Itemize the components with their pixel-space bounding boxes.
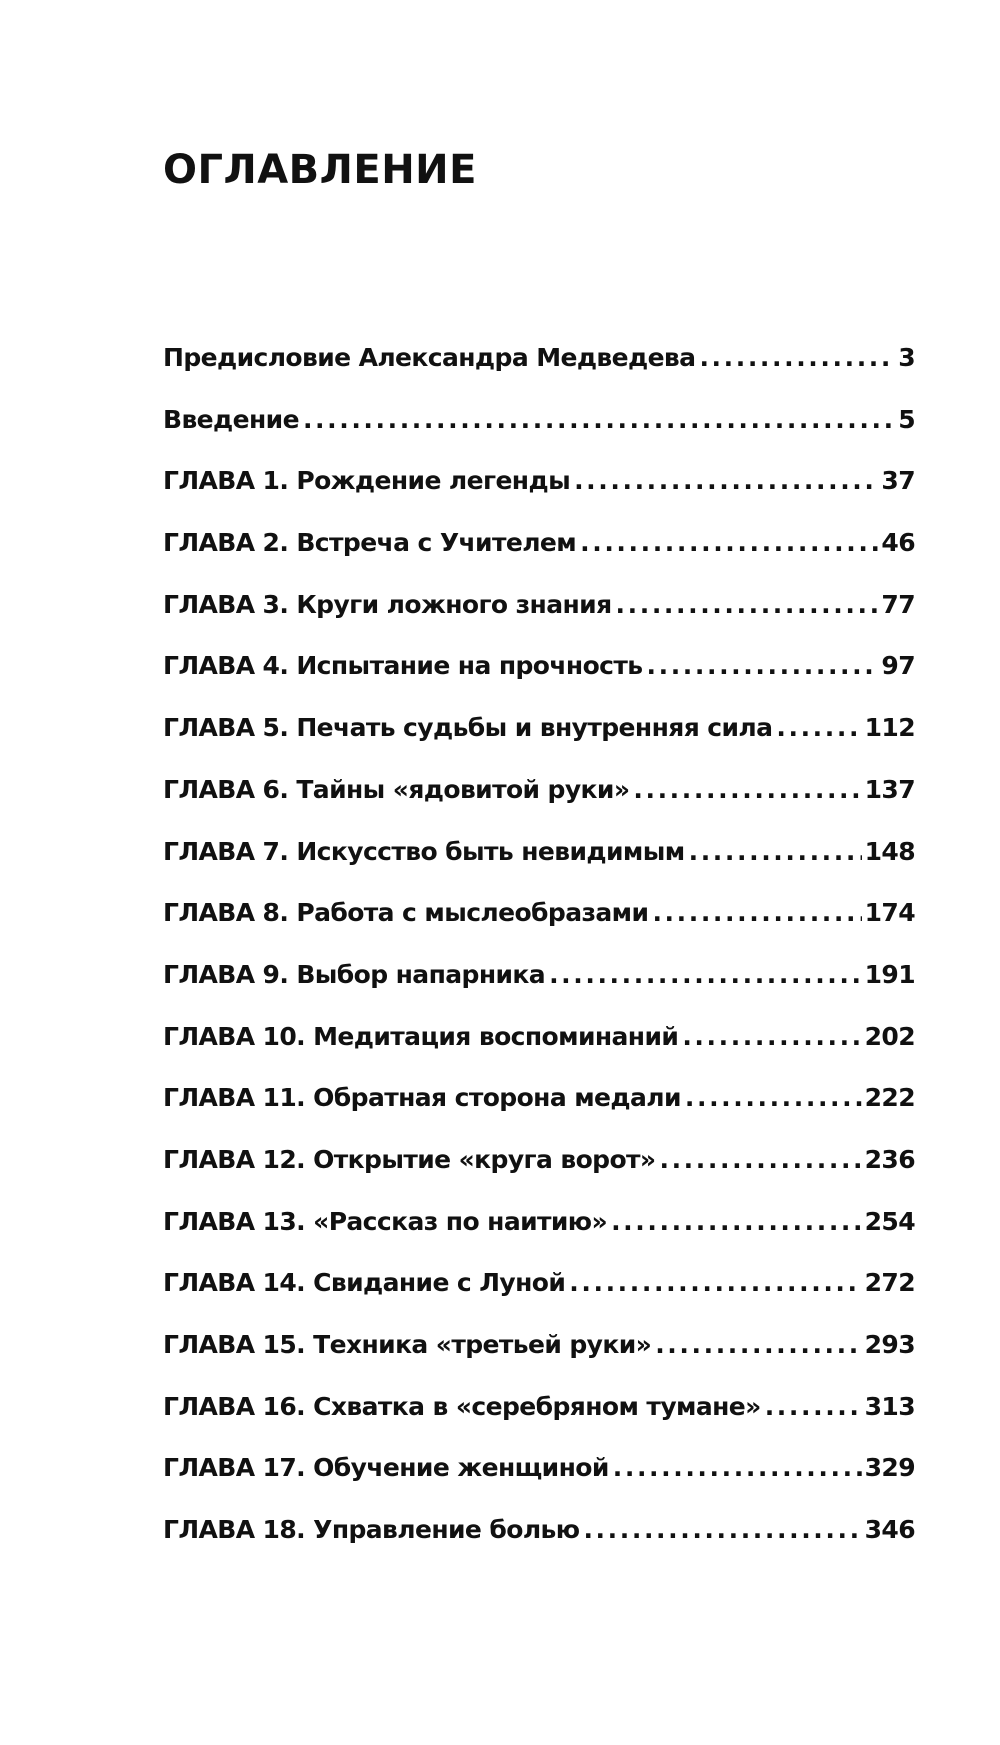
dot-leader bbox=[574, 466, 878, 495]
dot-leader bbox=[659, 1145, 861, 1174]
toc-entry-page: 272 bbox=[864, 1268, 915, 1298]
toc-entry-title: ГЛАВА 15. Техника «третьей руки» bbox=[163, 1330, 652, 1359]
toc-entry-chapter-10 bbox=[163, 1022, 915, 1084]
dot-leader bbox=[765, 1392, 862, 1421]
toc-entry-title: ГЛАВА 9. Выбор напарника bbox=[163, 959, 546, 989]
toc-entry-page: 112 bbox=[864, 713, 915, 743]
toc-entry-chapter-14 bbox=[163, 1268, 915, 1330]
toc-entry-title: ГЛАВА 7. Искусство быть невидимым bbox=[163, 836, 685, 866]
toc-entry-title: Предисловие Александра Медведева bbox=[163, 343, 696, 372]
toc-entry-page: 137 bbox=[864, 774, 915, 804]
toc-entry-chapter-12 bbox=[163, 1145, 915, 1207]
toc-entry-chapter-18 bbox=[163, 1515, 915, 1577]
toc-entry-page: 222 bbox=[864, 1083, 915, 1113]
toc-entry-chapter-15 bbox=[163, 1330, 915, 1392]
toc-entry-chapter-16 bbox=[163, 1392, 915, 1454]
toc-entry-page: 37 bbox=[881, 466, 915, 496]
toc-entry-title: ГЛАВА 13. «Рассказ по наитию» bbox=[163, 1206, 608, 1236]
toc-entry-page: 329 bbox=[864, 1453, 915, 1483]
toc-entry-title: ГЛАВА 1. Рождение легенды bbox=[163, 466, 571, 496]
toc-entry-page: 148 bbox=[864, 836, 915, 866]
dot-leader bbox=[616, 590, 879, 619]
toc-entry-page: 236 bbox=[864, 1144, 915, 1174]
dot-leader bbox=[583, 1515, 861, 1544]
toc-entry-page: 77 bbox=[881, 589, 915, 619]
toc-entry-chapter-1 bbox=[163, 466, 915, 528]
toc-entry-page: 3 bbox=[898, 343, 915, 372]
toc-entry-chapter-9 bbox=[163, 960, 915, 1022]
toc-entry-page: 254 bbox=[864, 1206, 915, 1236]
toc-entry-chapter-4 bbox=[163, 651, 915, 713]
toc-entry-title: ГЛАВА 8. Работа с мыслеобразами bbox=[163, 898, 649, 928]
dot-leader bbox=[652, 898, 861, 927]
dot-leader bbox=[549, 960, 862, 989]
toc-entry-title: ГЛАВА 18. Управление болью bbox=[163, 1515, 580, 1545]
dot-leader bbox=[689, 837, 862, 866]
toc-entry-page: 97 bbox=[881, 651, 915, 681]
toc-entry-title: ГЛАВА 5. Печать судьбы и внутренняя сила bbox=[163, 713, 773, 743]
toc-entry-title: ГЛАВА 2. Встреча с Учителем bbox=[163, 528, 577, 558]
dot-leader bbox=[685, 1083, 862, 1112]
toc-entry-page: 313 bbox=[864, 1391, 915, 1421]
dot-leader bbox=[699, 343, 895, 372]
dot-leader bbox=[647, 651, 879, 680]
toc-entry-page: 46 bbox=[881, 528, 915, 558]
dot-leader bbox=[580, 528, 878, 557]
toc-entry-title: ГЛАВА 16. Схватка в «серебряном тумане» bbox=[163, 1391, 761, 1421]
dot-leader bbox=[655, 1330, 861, 1359]
toc-entry-page: 202 bbox=[864, 1021, 915, 1051]
toc-entry-title: ГЛАВА 12. Открытие «круга ворот» bbox=[163, 1144, 656, 1174]
toc-entry-title: ГЛАВА 17. Обучение женщиной bbox=[163, 1453, 609, 1483]
toc-entry-title: ГЛАВА 10. Медитация воспоминаний bbox=[163, 1021, 679, 1051]
toc-entry-chapter-2 bbox=[163, 528, 915, 590]
toc-entry-foreword bbox=[163, 343, 915, 405]
toc-entry-introduction bbox=[163, 405, 915, 467]
toc-entry-title: ГЛАВА 3. Круги ложного знания bbox=[163, 589, 612, 619]
toc-entry-page: 293 bbox=[864, 1330, 915, 1359]
dot-leader bbox=[776, 713, 861, 742]
dot-leader bbox=[611, 1207, 862, 1236]
toc-entry-title: Введение bbox=[163, 404, 299, 434]
toc-entry-title: ГЛАВА 14. Свидание с Луной bbox=[163, 1268, 566, 1298]
toc-entry-chapter-7 bbox=[163, 837, 915, 899]
dot-leader bbox=[303, 405, 895, 434]
dot-leader bbox=[569, 1268, 861, 1297]
toc-entry-chapter-17 bbox=[163, 1453, 915, 1515]
toc-entry-chapter-11 bbox=[163, 1083, 915, 1145]
toc-entry-page: 174 bbox=[864, 898, 915, 928]
toc-entry-title: ГЛАВА 6. Тайны «ядовитой руки» bbox=[163, 774, 630, 804]
toc-entry-page: 346 bbox=[864, 1515, 915, 1545]
dot-leader bbox=[682, 1022, 861, 1051]
toc-entry-page: 5 bbox=[898, 404, 915, 434]
toc-entry-chapter-13 bbox=[163, 1207, 915, 1269]
table-of-contents bbox=[163, 343, 915, 1577]
toc-entry-title: ГЛАВА 11. Обратная сторона медали bbox=[163, 1083, 681, 1113]
toc-entry-page: 191 bbox=[864, 959, 915, 989]
dot-leader bbox=[633, 775, 861, 804]
dot-leader bbox=[613, 1453, 862, 1482]
toc-entry-chapter-8 bbox=[163, 898, 915, 960]
toc-entry-chapter-3 bbox=[163, 590, 915, 652]
toc-entry-chapter-6 bbox=[163, 775, 915, 837]
page-title: ОГЛАВЛЕНИЕ bbox=[163, 147, 477, 193]
toc-entry-chapter-5 bbox=[163, 713, 915, 775]
toc-entry-title: ГЛАВА 4. Испытание на прочность bbox=[163, 651, 643, 681]
